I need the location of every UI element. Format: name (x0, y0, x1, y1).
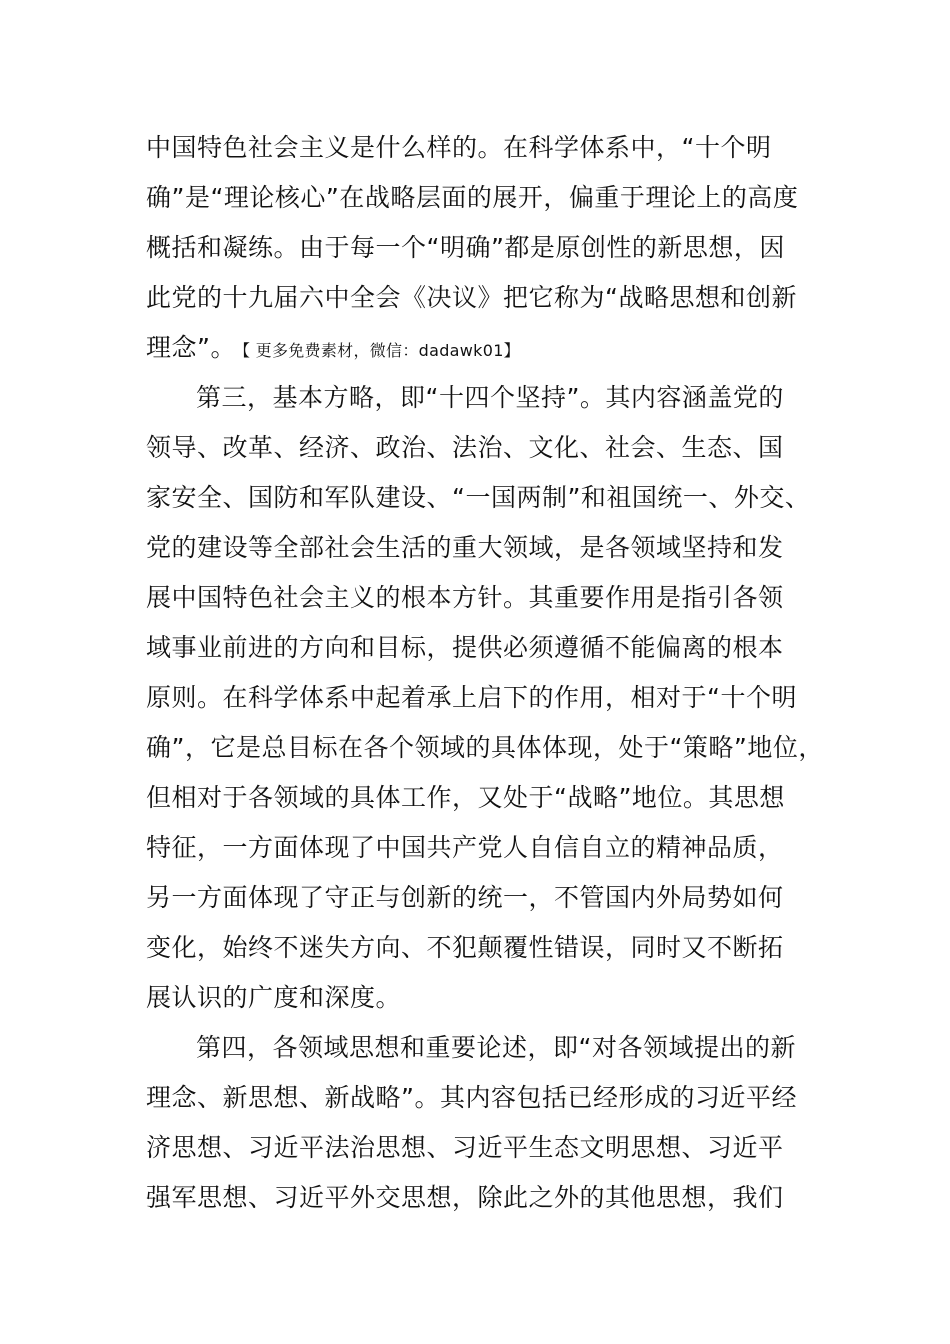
text-line: 另一方面体现了守正与创新的统一，不管国内外局势如何 (146, 883, 784, 912)
text-line: 变化，始终不迷失方向、不犯颠覆性错误，同时又不断拓 (146, 933, 784, 962)
text-line: 域事业前进的方向和目标，提供必须遵循不能偏离的根本 (146, 633, 784, 662)
text-line-with-note (146, 333, 520, 366)
text-line: 中国特色社会主义是什么样的。在科学体系中，“十个明 (146, 133, 772, 162)
text-line: 但相对于各领域的具体工作，又处于“战略”地位。其思想 (146, 783, 785, 812)
text-line: 确”是“理论核心”在战略层面的展开，偏重于理论上的高度 (146, 183, 799, 212)
text-line: 济思想、习近平法治思想、习近平生态文明思想、习近平 (146, 1133, 784, 1162)
text-line: 特征，一方面体现了中国共产党人自信自立的精神品质， (146, 833, 784, 862)
text-line: 党的建设等全部社会生活的重大领域，是各领域坚持和发 (146, 533, 784, 562)
text-line: 概括和凝练。由于每一个“明确”都是原创性的新思想，因 (146, 233, 785, 262)
text-line: 展中国特色社会主义的根本方针。其重要作用是指引各领 (146, 583, 784, 612)
watermark-note: 【 更多免费素材，微信：dadawk01】 (241, 341, 520, 360)
text-line: 理念、新思想、新战略”。其内容包括已经形成的习近平经 (146, 1083, 797, 1112)
text-line: 理念”。 (146, 333, 236, 362)
text-line: 家安全、国防和军队建设、“一国两制”和祖国统一、外交、 (146, 483, 811, 512)
paragraph-three-first-line: 第三，基本方略，即“十四个坚持”。其内容涵盖党的 (196, 383, 784, 412)
text-line: 强军思想、习近平外交思想，除此之外的其他思想，我们 (146, 1183, 784, 1212)
text-line: 此党的十九届六中全会《决议》把它称为“战略思想和创新 (146, 283, 797, 312)
text-line: 领导、改革、经济、政治、法治、文化、社会、生态、国 (146, 433, 784, 462)
paragraph-four-first-line: 第四，各领域思想和重要论述，即“对各领域提出的新 (196, 1033, 796, 1062)
text-line: 确”，它是总目标在各个领域的具体体现，处于“策略”地位， (146, 733, 824, 762)
text-line: 展认识的广度和深度。 (146, 983, 402, 1012)
text-line: 原则。在科学体系中起着承上启下的作用，相对于“十个明 (146, 683, 797, 712)
